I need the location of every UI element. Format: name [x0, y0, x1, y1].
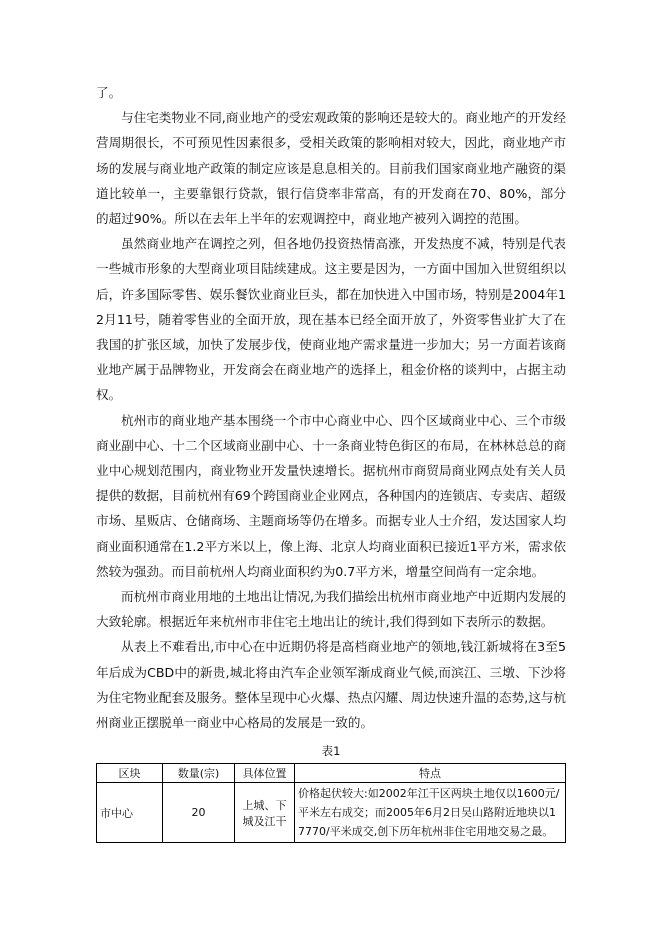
cell-location: 上城、下城及江干	[235, 783, 295, 843]
paragraph-land-transfer: 而杭州市商业用地的土地出让情况,为我们描绘出杭州市商业地产中近期内发展的大致轮廓。根据近年来杭州市非住宅土地出让的统计,我们得到如下表所示的数据。	[96, 589, 566, 630]
header-count: 数量(宗)	[163, 764, 235, 783]
land-transfer-table	[96, 763, 566, 843]
paragraph-policy-impact: 与住宅类物业不同,商业地产的受宏观政策的影响还是较大的。商业地产的开发经营周期很长，不可预见性因素很多，受相关政策的影响相对较大，因此，商业地产市场的发展与商业地产政策的制定应该是息息相关的。目前我们国家商业地产融资的渠道比较单一，主要靠银行贷款，银行信贷率非常高，有的开发商在70、80%，部分的超过90%。所以在去年上半年的宏观调控中，商业地产被列入调控的范围。	[96, 110, 566, 227]
table-caption: 表1	[321, 744, 341, 759]
paragraph-hangzhou-layout: 杭州市的商业地产基本围绕一个市中心商业中心、四个区域商业中心、三个市级商业副中心、十二个区域商业副中心、十一条商业特色街区的布局，在林林总总的商业中心规划范围内，商业物业开发量快速增长。据杭州市商贸局商业网点处有关人员提供的数据，目前杭州有69个跨国商业企业网点，各种国内的连锁店、专卖店、超级市场、星贩店、仓储商场、主题商场等仍在增多。而据专业人士介绍，发达国家人均商业面积通常在1.2平方米以上，像上海、北京人均商业面积已接近1平方米，需求依然较为强劲。而目前杭州人均商业面积约为0.7平方米，增量空间尚有一定余地。	[96, 412, 566, 579]
cell-block: 市中心	[97, 783, 163, 843]
cell-feature: 价格起伏较大:如2002年江干区两块土地仅以1600元/平米左右成交；而2005年6月2日吴山路附近地块以17770/平米成交,创下历年杭州非住宅用地交易之最。	[295, 783, 566, 843]
table-row	[97, 783, 566, 843]
header-feature: 特点	[295, 764, 566, 783]
cell-count: 20	[163, 783, 235, 843]
header-location: 具体位置	[235, 764, 295, 783]
header-block: 区块	[97, 764, 163, 783]
document-body	[96, 80, 566, 843]
paragraph-continuation: 了。	[96, 85, 122, 100]
paragraph-investment-enthusiasm: 虽然商业地产在调控之列，但各地仍投资热情高涨，开发热度不减，特别是代表一些城市形象的大型商业项目陆续建成。这主要是因为，一方面中国加入世贸组织以后，许多国际零售、娱乐餐饮业商业巨头，都在加快进入中国市场，特别是2004年12月11号，随着零售业的全面开放，现在基本已经全面开放了，外资零售业扩大了在我国的扩张区域，加快了发展步伐，使商业地产需求量进一步加大；另一方面若该商业地产属于品牌物业，开发商会在商业地产的选择上，租金价格的谈判中，占据主动权。	[96, 236, 566, 403]
table-header-row	[97, 764, 566, 783]
paragraph-table-analysis: 从表上不难看出,市中心在中近期仍将是高档商业地产的领地,钱江新城将在3至5年后成为CBD中的新贵,城北将由汽车企业领军渐成商业气候,而滨江、三墩、下沙将为住宅物业配套及服务。整体呈现中心火爆、热点闪耀、周边快速升温的态势,这与杭州商业正摆脱单一商业中心格局的发展是一致的。	[96, 639, 566, 731]
